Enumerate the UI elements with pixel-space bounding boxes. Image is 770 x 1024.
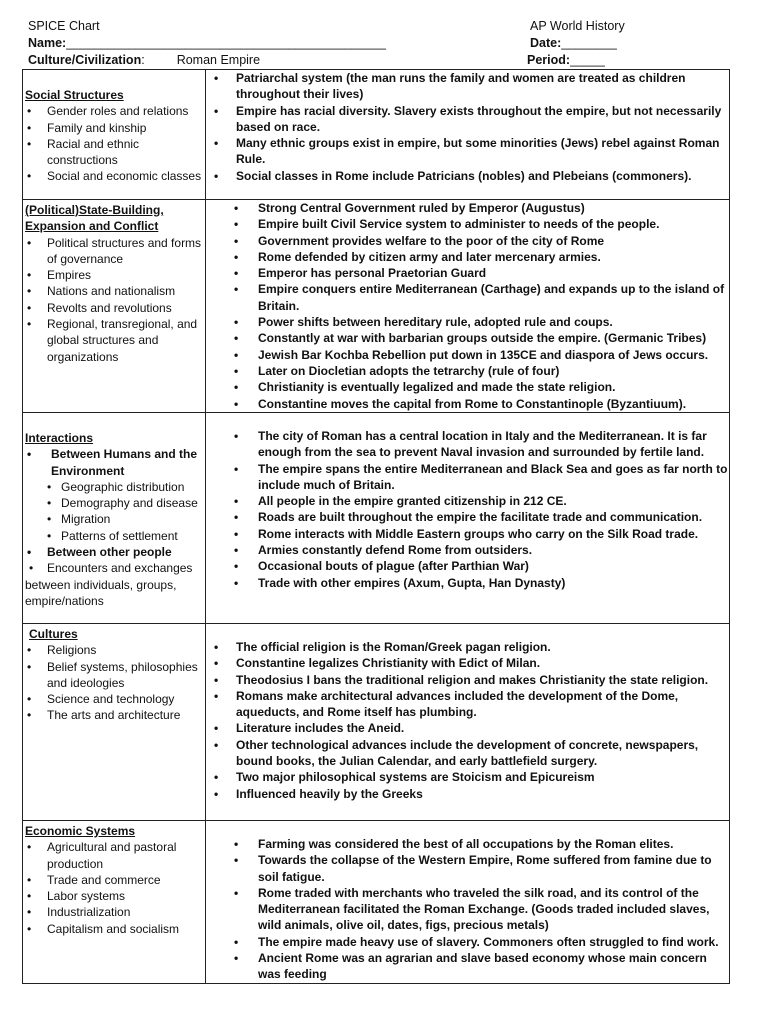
note-item: • Many ethnic groups exist in empire, but some minorities (Jews) rebel against Roman Rule. (206, 135, 729, 168)
list-item: • Family and kinship (25, 120, 205, 136)
note-item: • Romans make architectural advances included the development of the Dome, aqueducts, and Rome itself has plumbing. (206, 688, 729, 721)
cultures-title: Cultures (29, 627, 78, 641)
interactions-notes-cell (206, 413, 730, 624)
note-item: • The empire spans the entire Mediterranean and Black Sea and goes as far north to include much of Britain. (206, 461, 729, 494)
cultures-notes-cell (206, 624, 730, 821)
period-label: Period: (527, 53, 571, 67)
note-item: • Influenced heavily by the Greeks (206, 786, 729, 802)
row-economic (23, 821, 730, 984)
note-item: • Later on Diocletian adopts the tetrarchy (rule of four) (206, 363, 729, 379)
economic-notes-cell (206, 821, 730, 984)
list-item: • Revolts and revolutions (25, 300, 205, 316)
note-item: • Rome defended by citizen army and later mercenary armies. (206, 249, 729, 265)
note-item: • Theodosius I bans the traditional religion and makes Christianity the state religion. (206, 672, 729, 688)
note-text-bold: economy (532, 951, 585, 966)
economic-title: Economic Systems (25, 824, 136, 838)
note-item: • Empire built Civil Service system to administer to needs of the people. (206, 216, 729, 232)
note-item: • All people in the empire granted citizenship in 212 CE. (206, 493, 729, 509)
social-notes-cell (206, 70, 730, 200)
note-item: • Roads are built throughout the empire the facilitate trade and communication. (206, 509, 729, 525)
note-item-last (206, 950, 729, 983)
note-item: • Christianity is eventually legalized and made the state religion. (206, 379, 729, 395)
political-left-cell (23, 200, 206, 413)
note-item: • Constantine moves the capital from Rome to Constantinople (Byzantiuum). (206, 396, 729, 412)
period-field[interactable] (527, 52, 605, 69)
note-item: • Rome traded with merchants who traveled the silk road, and its control of the Mediterranean facilitated the Roman Exchange. (Goods traded included slaves, wild animals, olive oil, dates, figs, precious metals) (206, 885, 729, 934)
encounters-text: • Encounters and exchanges between individuals, groups, empire/nations (25, 561, 193, 608)
list-item: • Regional, transregional, and global structures and organizations (25, 316, 205, 365)
list-item: • Labor systems (25, 888, 205, 904)
list-item: • Political structures and forms of governance (25, 235, 205, 268)
political-title: (Political)State-Building, Expansion and Conflict (25, 203, 164, 234)
note-item: • Empire conquers entire Mediterranean (Carthage) and expands up to the island of Britain. (206, 281, 729, 314)
note-text: was an agrarian and slave based (338, 951, 533, 966)
list-item: • Industrialization (25, 904, 205, 920)
social-title: Social Structures (25, 88, 124, 102)
note-text-bold: Rome (305, 951, 339, 966)
note-item: • Constantine legalizes Christianity with Edict of Milan. (206, 655, 729, 671)
row-interactions (23, 413, 730, 624)
note-item: • Farming was considered the best of all occupations by the Roman elites. (206, 836, 729, 852)
political-notes-cell (206, 200, 730, 413)
row-social (23, 70, 730, 200)
period-line: _____ (570, 53, 605, 67)
note-item: • Jewish Bar Kochba Rebellion put down in 135CE and diaspora of Jews occurs. (206, 347, 729, 363)
name-label: Name: (28, 36, 67, 50)
header (22, 18, 730, 69)
note-item: • Armies constantly defend Rome from outsiders. (206, 542, 729, 558)
list-item: • Science and technology (25, 691, 205, 707)
note-item: • Two major philosophical systems are Stoicism and Epicureism (206, 769, 729, 785)
list-item: • The arts and architecture (25, 707, 205, 723)
list-item: • Religions (25, 642, 205, 658)
list-item: • Nations and nationalism (25, 283, 205, 299)
list-item: • Gender roles and relations (25, 103, 205, 119)
note-item: • Other technological advances include the development of concrete, newspapers, bound books, the Julian Calendar, and early battlefield surgery. (206, 737, 729, 770)
list-item: • Migration (25, 511, 205, 527)
other-people-heading: • Between other people (25, 544, 205, 560)
note-item: • Government provides welfare to the poor of the city of Rome (206, 233, 729, 249)
civ-colon: : (141, 53, 145, 67)
encounters-label: Encounters and exchanges between individuals, groups, empire/nations (25, 561, 193, 608)
interactions-left-cell (23, 413, 206, 624)
note-item: • Power shifts between hereditary rule, adopted rule and coups. (206, 314, 729, 330)
date-field[interactable] (530, 35, 617, 52)
note-item: • The official religion is the Roman/Greek pagan religion. (206, 639, 729, 655)
note-item: • Towards the collapse of the Western Empire, Rome suffered from famine due to soil fatigue. (206, 852, 729, 885)
note-item: • Empire has racial diversity. Slavery exists throughout the empire, but not necessarily based on race. (206, 103, 729, 136)
economic-left-cell (23, 821, 206, 984)
note-item: • Strong Central Government ruled by Emperor (Augustus) (206, 200, 729, 216)
note-item: • Constantly at war with barbarian groups outside the empire. (Germanic Tribes) (206, 330, 729, 346)
list-item: • Patterns of settlement (25, 528, 205, 544)
list-item: • Racial and ethnic constructions (25, 136, 205, 169)
row-political (23, 200, 730, 413)
interactions-title: Interactions (25, 431, 94, 445)
chart-title: SPICE Chart (28, 19, 100, 33)
note-item: • Occasional bouts of plague (after Parthian War) (206, 558, 729, 574)
civ-label: Culture/Civilization (28, 53, 142, 67)
row-cultures (23, 624, 730, 821)
list-item: • Capitalism and socialism (25, 921, 205, 937)
name-line: ______________________________________________ (66, 36, 387, 50)
social-left-cell (23, 70, 206, 200)
list-item: • Agricultural and pastoral production (25, 839, 205, 872)
humans-environment-heading: • Between Humans and the Environment (25, 446, 205, 479)
cultures-left-cell (23, 624, 206, 821)
note-text: whose main concern was feeding (258, 951, 707, 982)
note-item: • Trade with other empires (Axum, Gupta, Han Dynasty) (206, 575, 729, 591)
list-item: • Social and economic classes (25, 168, 205, 184)
note-item: • Rome interacts with Middle Eastern groups who carry on the Silk Road trade. (206, 526, 729, 542)
spice-table (22, 69, 730, 984)
note-item: • The city of Roman has a central location in Italy and the Mediterranean. It is far enough from the sea to prevent Naval invasion and surrounded by fertile land. (206, 428, 729, 461)
course-title: AP World History (530, 19, 625, 33)
date-label: Date: (530, 36, 562, 50)
list-item: • Empires (25, 267, 205, 283)
note-item: • Social classes in Rome include Patricians (nobles) and Plebeians (commoners). (206, 168, 729, 184)
list-item: • Geographic distribution (25, 479, 205, 495)
list-item: • Demography and disease (25, 495, 205, 511)
note-item: • Patriarchal system (the man runs the family and women are treated as children throughout their lives) (206, 70, 729, 103)
civ-value: Roman Empire (176, 53, 261, 67)
note-item: • Literature includes the Aneid. (206, 720, 729, 736)
list-item: • Trade and commerce (25, 872, 205, 888)
spice-chart-page (22, 18, 730, 984)
note-item: • The empire made heavy use of slavery. Commoners often struggled to find work. (206, 934, 729, 950)
name-field[interactable] (28, 35, 386, 52)
civilization-field (28, 52, 260, 69)
list-item: • Belief systems, philosophies and ideologies (25, 659, 205, 692)
date-line: ________ (561, 36, 617, 50)
note-text: Ancient (258, 951, 306, 966)
note-item: • Emperor has personal Praetorian Guard (206, 265, 729, 281)
